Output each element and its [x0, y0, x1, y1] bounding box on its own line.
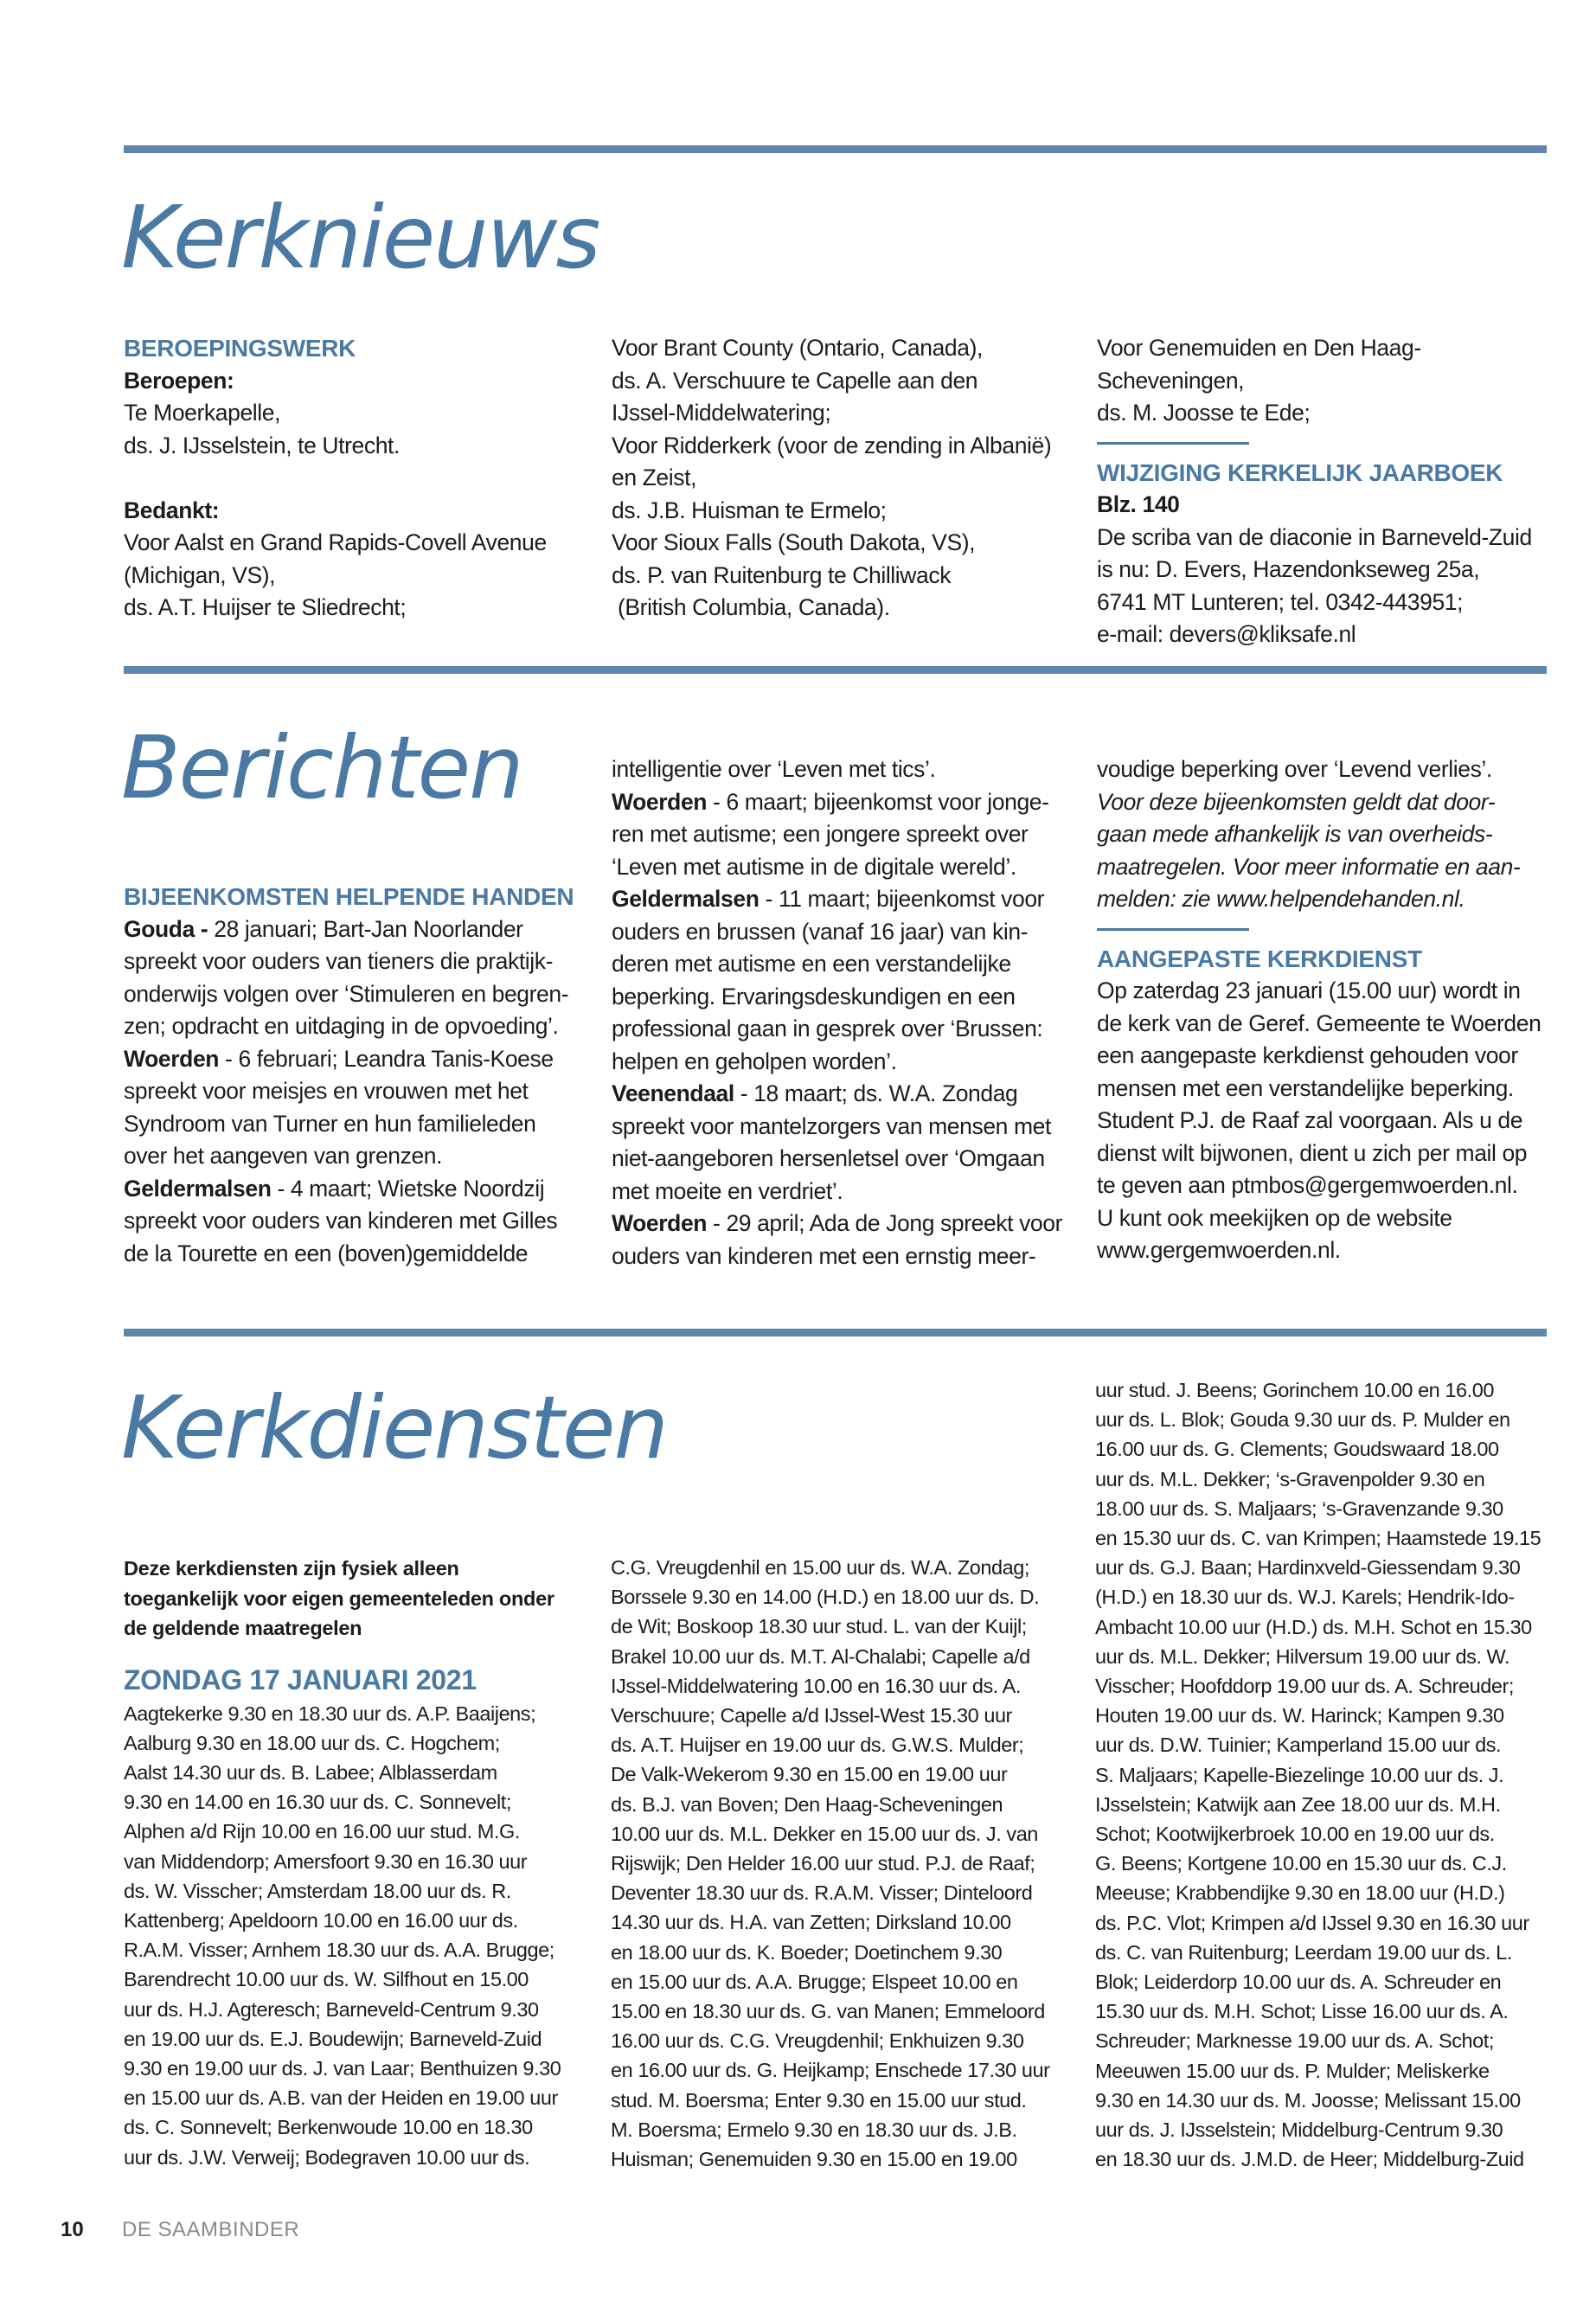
- text-line: S. Maljaars; Kapelle-Biezelinge 10.00 uur ds. J.: [1095, 1763, 1504, 1786]
- text-line: [124, 1140, 591, 1173]
- text-line: de kerk van de Geref. Gemeente te Woerden: [1097, 1009, 1542, 1036]
- text-line: IJssel-Middelwatering 10.00 en 16.30 uur ds. A.: [611, 1674, 1021, 1697]
- text-line: 15.00 en 18.30 uur ds. G. van Manen; Emmeloord: [611, 2000, 1045, 2023]
- kerkdiensten-col-2: [611, 1553, 1078, 2174]
- text-line: [612, 1078, 1079, 1111]
- text-line: is nu: D. Evers, Hazendonkseweg 25a,: [1097, 556, 1480, 582]
- text-line: voudige beperking over ‘Levend verlies’.: [1097, 756, 1492, 782]
- text-line: ds. A.T. Huijser te Sliedrecht;: [124, 594, 407, 620]
- text-run: spreekt voor ouders van tieners die praktijk-: [124, 948, 554, 974]
- text-line: uur ds. D.W. Tuinier; Kamperland 15.00 uur ds.: [1095, 1734, 1502, 1757]
- text-line: 14.30 uur ds. H.A. van Zetten; Dirksland 10.00: [611, 1911, 1011, 1934]
- text-line: ds. A.T. Huijser en 19.00 uur ds. G.W.S. Mulder;: [611, 1734, 1024, 1757]
- text-run: helpen en geholpen worden’.: [612, 1048, 897, 1074]
- text-line: een aangepaste kerkdienst gehouden voor: [1097, 1042, 1518, 1068]
- text-line: Voor deze bijeenkomsten geldt dat door-: [1097, 788, 1496, 815]
- text-line: e-mail: devers@kliksafe.nl: [1097, 621, 1356, 647]
- text-line: Barendrecht 10.00 uur ds. W. Silfhout en 15.00: [124, 1968, 529, 1991]
- helpende-handen-heading: BIJEENKOMSTEN HELPENDE HANDEN: [124, 883, 574, 910]
- text-line: en 18.30 uur ds. J.M.D. de Heer; Middelburg-Zuid: [1095, 2148, 1524, 2171]
- text-line: ds. C. Sonnevelt; Berkenwoude 10.00 en 18.30: [124, 2116, 533, 2139]
- place-name: Woerden: [124, 1045, 220, 1072]
- text-line: [612, 1013, 1079, 1046]
- text-run: - 18 maart; ds. W.A. Zondag: [734, 1080, 1018, 1106]
- text-line: [124, 1075, 591, 1108]
- beroepen-label: Beroepen:: [124, 367, 234, 394]
- text-run: - 29 april; Ada de Jong spreekt voor: [707, 1210, 1063, 1236]
- berichten-title: Berichten: [121, 717, 522, 818]
- text-line: maatregelen. Voor meer informatie en aan-: [1097, 853, 1521, 880]
- text-run: Syndroom van Turner en hun familieleden: [124, 1110, 536, 1137]
- text-line: 16.00 uur ds. C.G. Vreugdenhil; Enkhuizen 9.30: [611, 2029, 1024, 2053]
- text-line: www.gergemwoerden.nl.: [1097, 1237, 1341, 1263]
- text-run: over het aangeven van grenzen.: [124, 1143, 443, 1169]
- text-line: Ambacht 10.00 uur (H.D.) ds. M.H. Schot en 15.30: [1095, 1615, 1532, 1638]
- text-line: uur ds. L. Blok; Gouda 9.30 uur ds. P. Mulder en: [1095, 1408, 1510, 1432]
- text-run: beperking. Ervaringsdeskundigen en een: [612, 983, 1016, 1009]
- top-divider: [124, 145, 1547, 153]
- text-line: Borssele 9.30 en 14.00 (H.D.) en 18.00 uur ds. D.: [611, 1586, 1040, 1609]
- text-line: en Zeist,: [612, 465, 697, 490]
- text-line: dienst wilt bijwonen, dient u zich per mail op: [1097, 1139, 1528, 1166]
- text-line: en 15.30 uur ds. C. van Krimpen; Haamstede 19.15: [1095, 1527, 1542, 1550]
- text-line: 10.00 uur ds. M.L. Dekker en 15.00 uur ds. J. van: [611, 1822, 1038, 1845]
- text-line: Schreuder; Marknesse 19.00 uur ds. A. Schot;: [1095, 2029, 1494, 2053]
- text-line: 18.00 uur ds. S. Maljaars; ‘s-Gravenzande 9.30: [1095, 1497, 1503, 1520]
- text-line: [124, 978, 591, 1011]
- text-line: M. Boersma; Ermelo 9.30 en 18.30 uur ds. J.B.: [611, 2118, 1017, 2141]
- text-run: onderwijs volgen over ‘Stimuleren en begren-: [124, 980, 569, 1007]
- text-run: - 11 maart; bijeenkomst voor: [759, 886, 1045, 912]
- text-run: deren met autisme en een verstandelijke: [612, 951, 1011, 977]
- text-run: ren met autisme; een jongere spreekt over: [612, 821, 1029, 847]
- text-line: De scriba van de diaconie in Barneveld-Zuid: [1097, 523, 1532, 550]
- place-name: Woerden: [612, 1210, 708, 1236]
- text-run: - 6 februari; Leandra Tanis-Koese: [219, 1045, 554, 1072]
- text-line: en 16.00 uur ds. G. Heijkamp; Enschede 17.30 uur: [611, 2059, 1050, 2082]
- berichten-divider: [124, 666, 1547, 674]
- text-run: spreekt voor meisjes en vrouwen met het: [124, 1078, 529, 1104]
- text-line: De Valk-Wekerom 9.30 en 15.00 en 19.00 uur: [611, 1763, 1008, 1786]
- text-line: Visscher; Hoofddorp 19.00 uur ds. A. Schreuder;: [1095, 1675, 1514, 1698]
- text-line: Alphen a/d Rijn 10.00 en 16.00 uur stud. M.G.: [124, 1820, 520, 1843]
- text-line: ds. J. IJsselstein, te Utrecht.: [124, 432, 400, 458]
- kerkdiensten-col-3: [1095, 1375, 1567, 2174]
- text-line: ds. C. van Ruitenburg; Leerdam 19.00 uur ds. L.: [1095, 1940, 1512, 1964]
- date-heading: ZONDAG 17 JANUARI 2021: [124, 1663, 477, 1695]
- text-line: C.G. Vreugdenhil en 15.00 uur ds. W.A. Zondag;: [611, 1556, 1029, 1579]
- text-line: 15.30 uur ds. M.H. Schot; Lisse 16.00 uur ds. A.: [1095, 2000, 1509, 2023]
- text-line: [612, 1176, 1079, 1208]
- text-line: ds. P.C. Vlot; Krimpen a/d IJssel 9.30 en 16.30 uur: [1095, 1911, 1529, 1934]
- jaarboek-page: Blz. 140: [1097, 491, 1180, 517]
- text-run: - 6 maart; bijeenkomst voor jonge-: [707, 788, 1049, 815]
- place-name: Veenendaal: [612, 1080, 734, 1106]
- text-line: Voor Sioux Falls (South Dakota, VS),: [612, 529, 976, 555]
- text-line: IJssel-Middelwatering;: [612, 400, 831, 426]
- text-run: - 4 maart; Wietske Noordzij: [271, 1175, 545, 1202]
- text-line: [124, 1108, 591, 1141]
- text-run: zen; opdracht en uitdaging in de opvoeding’.: [124, 1013, 559, 1039]
- text-line: en 19.00 uur ds. E.J. Boudewijn; Barneveld-Zuid: [124, 2027, 542, 2050]
- text-line: [124, 1205, 591, 1238]
- text-line: Schot; Kootwijkerbroek 10.00 en 19.00 uur ds.: [1095, 1823, 1495, 1846]
- text-line: [612, 1240, 1079, 1273]
- text-line: uur stud. J. Beens; Gorinchem 10.00 en 16.00: [1095, 1379, 1494, 1401]
- text-line: ds. A. Verschuure te Capelle aan den: [612, 367, 978, 394]
- place-name: Gouda -: [124, 915, 208, 942]
- text-line: ds. J.B. Huisman te Ermelo;: [612, 497, 887, 523]
- text-line: [124, 1043, 591, 1076]
- berichten-col-2: [612, 753, 1079, 1272]
- text-line: Brakel 10.00 uur ds. M.T. Al-Chalabi; Capelle a/d: [611, 1644, 1030, 1668]
- page-number: 10: [61, 2218, 84, 2241]
- text-line: [124, 945, 591, 978]
- text-line: Voor Aalst en Grand Rapids-Covell Avenue: [124, 529, 547, 555]
- text-line: 9.30 en 14.30 uur ds. M. Joosse; Melissant 15.00: [1095, 2088, 1521, 2112]
- place-name: Woerden: [612, 788, 708, 815]
- place-name: Geldermalsen: [124, 1175, 272, 1202]
- text-line: [124, 1238, 591, 1271]
- text-line: [612, 916, 1079, 949]
- text-line: uur ds. J. IJsselstein; Middelburg-Centrum 9.30: [1095, 2118, 1503, 2142]
- text-line: Kattenberg; Apeldoorn 10.00 en 16.00 uur ds.: [124, 1908, 518, 1932]
- text-line: (Michigan, VS),: [124, 561, 276, 588]
- text-line: en 18.00 uur ds. K. Boeder; Doetinchem 9.30: [611, 1940, 1003, 1964]
- text-run: spreekt voor ouders van kinderen met Gilles: [124, 1208, 558, 1234]
- text-line: uur ds. H.J. Agteresch; Barneveld-Centrum 9.30: [124, 1997, 539, 2021]
- text-line: ds. P. van Ruitenburg te Chilliwack: [612, 561, 952, 588]
- text-line: [612, 1143, 1079, 1176]
- text-line: stud. M. Boersma; Enter 9.30 en 15.00 uur stud.: [611, 2088, 1027, 2112]
- text-line: mensen met een verstandelijke beperking.: [1097, 1074, 1514, 1101]
- publication-name: DE SAAMBINDER: [122, 2218, 300, 2241]
- text-line: ds. W. Visscher; Amsterdam 18.00 uur ds. R.: [124, 1879, 511, 1902]
- text-line: R.A.M. Visser; Arnhem 18.30 uur ds. A.A. Brugge;: [124, 1939, 554, 1962]
- text-line: uur ds. J.W. Verweij; Bodegraven 10.00 uur ds.: [124, 2145, 530, 2169]
- text-line: [612, 786, 1079, 819]
- text-line: ds. M. Joosse te Ede;: [1097, 400, 1311, 426]
- text-line: [612, 1111, 1079, 1144]
- kerkdiensten-col-1: [124, 1554, 591, 2172]
- text-line: 9.30 en 19.00 uur ds. J. van Laar; Benthuizen 9.30: [124, 2056, 561, 2080]
- text-line: G. Beens; Kortgene 10.00 en 15.30 uur ds. C.J.: [1095, 1852, 1507, 1875]
- bedankt-label: Bedankt:: [124, 497, 220, 523]
- text-line: uur ds. G.J. Baan; Hardinxveld-Giessendam 9.30: [1095, 1556, 1521, 1580]
- text-line: te geven aan ptmbos@gergemwoerden.nl.: [1097, 1172, 1518, 1198]
- text-line: Aalburg 9.30 en 18.00 uur ds. C. Hogchem;: [124, 1731, 500, 1754]
- text-line: [124, 1173, 591, 1206]
- text-run: professional gaan in gesprek over ‘Brussen:: [612, 1016, 1043, 1042]
- text-line: Huisman; Genemuiden 9.30 en 15.00 en 19.00: [611, 2148, 1017, 2171]
- text-line: toegankelijk voor eigen gemeenteleden onder: [124, 1586, 554, 1610]
- text-line: [612, 948, 1079, 981]
- jaarboek-heading: WIJZIGING KERKELIJK JAARBOEK: [1097, 458, 1503, 486]
- text-line: [124, 913, 591, 946]
- text-line: Aalst 14.30 uur ds. B. Labee; Alblasserdam: [124, 1760, 497, 1784]
- text-line: de geldende maatregelen: [124, 1617, 362, 1639]
- text-line: [124, 1010, 591, 1043]
- text-run: de la Tourette en een (boven)gemiddelde: [124, 1240, 529, 1266]
- beroepingswerk-heading: BEROEPINGSWERK: [124, 335, 356, 362]
- text-line: [612, 851, 1079, 884]
- short-divider: [1097, 928, 1249, 931]
- text-line: Voor Ridderkerk (voor de zending in Albanië): [612, 432, 1052, 458]
- text-line: Meeuwen 15.00 uur ds. P. Mulder; Meliskerke: [1095, 2059, 1490, 2082]
- text-run: ‘Leven met autisme in de digitale wereld’.: [612, 853, 1016, 880]
- text-line: gaan mede afhankelijk is van overheids-: [1097, 821, 1493, 847]
- kerkdiensten-intro: [124, 1554, 591, 1644]
- text-line: [612, 818, 1079, 851]
- text-line: 9.30 en 14.00 en 16.30 uur ds. C. Sonnevelt;: [124, 1791, 511, 1814]
- text-line: Houten 19.00 uur ds. W. Harinck; Kampen 9.30: [1095, 1704, 1504, 1727]
- text-line: Student P.J. de Raaf zal voorgaan. Als u de: [1097, 1107, 1523, 1133]
- text-line: (H.D.) en 18.30 uur ds. W.J. Karels; Hendrik-Ido-: [1095, 1586, 1515, 1609]
- text-line: Deze kerkdiensten zijn fysiek alleen: [124, 1557, 459, 1580]
- aangepaste-kerkdienst-heading: AANGEPASTE KERKDIENST: [1097, 945, 1422, 972]
- text-line: [612, 883, 1079, 916]
- text-line: Meeuse; Krabbendijke 9.30 en 18.00 uur (H.D.): [1095, 1881, 1505, 1905]
- text-run: spreekt voor mantelzorgers van mensen met: [612, 1112, 1051, 1139]
- text-line: van Middendorp; Amersfoort 9.30 en 16.30 uur: [124, 1849, 528, 1873]
- text-run: intelligentie over ‘Leven met tics’.: [612, 756, 936, 782]
- kerkdiensten-divider: [124, 1329, 1547, 1336]
- text-line: Aagtekerke 9.30 en 18.30 uur ds. A.P. Baaijens;: [124, 1702, 536, 1725]
- kerknieuws-title: Kerknieuws: [121, 187, 599, 288]
- text-line: Rijswijk; Den Helder 16.00 uur stud. P.J. de Raaf;: [611, 1852, 1035, 1875]
- text-run: niet-aangeboren hersenletsel over ‘Omgaan: [612, 1145, 1045, 1171]
- text-line: Verschuure; Capelle a/d IJssel-West 15.30 uur: [611, 1704, 1012, 1727]
- text-line: 6741 MT Lunteren; tel. 0342-443951;: [1097, 588, 1464, 615]
- text-line: en 15.00 uur ds. A.A. Brugge; Elspeet 10.00 en: [611, 1970, 1018, 1993]
- text-line: Te Moerkapelle,: [124, 400, 281, 426]
- text-line: uur ds. M.L. Dekker; Hilversum 19.00 uur ds. W.: [1095, 1644, 1510, 1668]
- text-line: Voor Brant County (Ontario, Canada),: [612, 335, 983, 361]
- text-line: Blok; Leiderdorp 10.00 uur ds. A. Schreuder en: [1095, 1971, 1502, 1994]
- text-line: en 15.00 uur ds. A.B. van der Heiden en 19.00 uur: [124, 2086, 558, 2110]
- text-line: IJsselstein; Katwijk aan Zee 18.00 uur ds. M.H.: [1095, 1792, 1501, 1816]
- place-name: Geldermalsen: [612, 886, 760, 912]
- short-divider: [1097, 442, 1249, 445]
- text-line: [612, 1046, 1079, 1079]
- text-line: [612, 981, 1079, 1014]
- kerkdiensten-title: Kerkdiensten: [121, 1377, 667, 1478]
- text-line: [612, 1208, 1079, 1240]
- text-line: (British Columbia, Canada).: [612, 594, 890, 620]
- text-line: U kunt ook meekijken op de website: [1097, 1204, 1452, 1231]
- kerknieuws-col-1: [124, 332, 574, 625]
- text-line: melden: zie www.helpendehanden.nl.: [1097, 886, 1465, 912]
- text-line: 16.00 uur ds. G. Clements; Goudswaard 18.00: [1095, 1438, 1499, 1461]
- text-line: Voor Genemuiden en Den Haag-Scheveningen,: [1097, 335, 1421, 394]
- berichten-col-3: [1097, 753, 1564, 1267]
- text-run: ouders en brussen (vanaf 16 jaar) van kin-: [612, 918, 1029, 945]
- text-line: ds. B.J. van Boven; Den Haag-Scheveningen: [611, 1792, 1003, 1816]
- text-line: uur ds. M.L. Dekker; ‘s-Gravenpolder 9.30 en: [1095, 1467, 1485, 1490]
- text-line: Deventer 18.30 uur ds. R.A.M. Visser; Dinteloord: [611, 1881, 1033, 1905]
- text-run: 28 januari; Bart-Jan Noorlander: [208, 915, 523, 942]
- text-line: de Wit; Boskoop 18.30 uur stud. L. van der Kuijl;: [611, 1615, 1027, 1638]
- kerknieuws-col-3: [1097, 332, 1564, 651]
- text-line: Op zaterdag 23 januari (15.00 uur) wordt in: [1097, 977, 1521, 1003]
- text-line: [612, 753, 1079, 786]
- text-run: met moeite en verdriet’.: [612, 1177, 843, 1204]
- kerknieuws-col-2: [612, 332, 1079, 625]
- text-run: ouders van kinderen met een ernstig meer-: [612, 1242, 1036, 1269]
- berichten-col-1: [124, 881, 591, 1270]
